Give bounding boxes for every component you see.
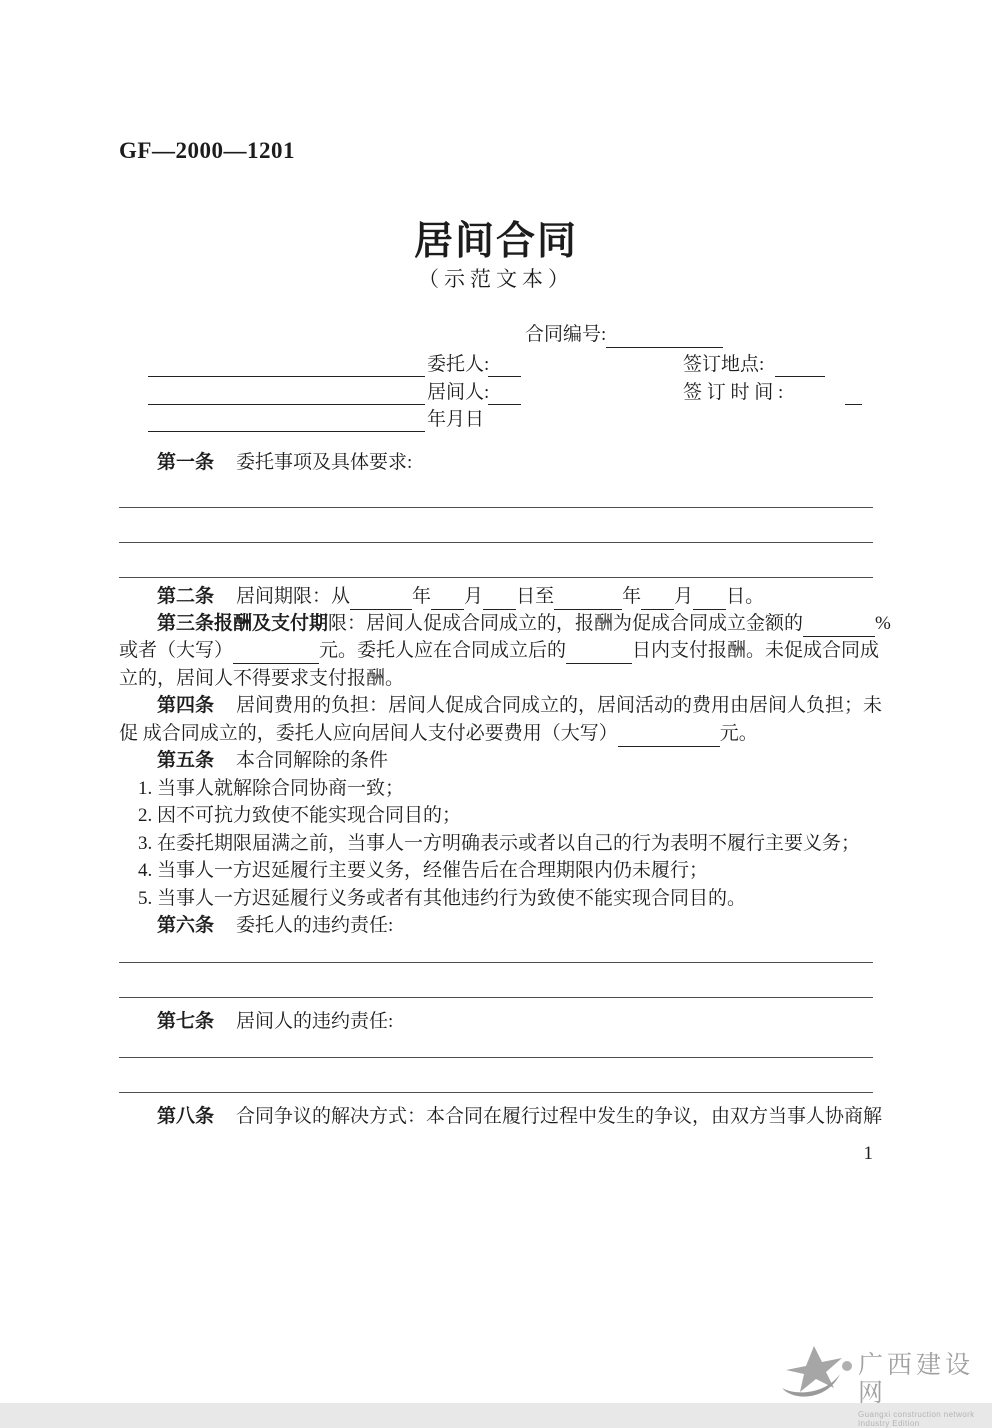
article-5-item — [138, 831, 860, 857]
star-logo-icon — [776, 1344, 852, 1405]
page-subtitle: （示范文本） — [418, 267, 574, 291]
article-4-num: 第四条 — [157, 695, 215, 716]
article-4-line-2 — [119, 721, 758, 747]
month-blank — [641, 585, 674, 610]
article-3-num: 第三条报酬及支付期 — [157, 613, 329, 634]
article-7 — [157, 1009, 873, 1035]
year-blank — [350, 585, 412, 610]
intermediary-line — [148, 380, 425, 405]
article-2 — [157, 584, 764, 610]
article-4-line-1 — [157, 693, 882, 719]
percent-blank — [803, 612, 875, 637]
intermediary-blank — [488, 380, 521, 405]
article-5-num: 第五条 — [157, 750, 215, 771]
article-6-num: 第六条 — [157, 915, 215, 936]
amount-blank — [233, 639, 319, 664]
article-2-text: 居间期限：从 — [236, 586, 351, 607]
page-number: 1 — [863, 1143, 873, 1164]
ruled-line — [119, 542, 873, 543]
article-5-item-text: 1. 当事人就解除合同协商一致； — [138, 778, 405, 799]
article-5-item-text: 3. 在委托期限届满之前，当事人一方明确表示或者以自己的行为表明不履行主要义务； — [138, 833, 861, 854]
article-5-item — [138, 858, 708, 884]
watermark-en: Guangxi construction network Industry Edition — [858, 1410, 975, 1428]
date-label: 年月日 — [427, 409, 485, 430]
article-4-text: 促 成合同成立的，委托人应向居间人支付必要费用（大写） — [119, 723, 618, 744]
article-2-num: 第二条 — [157, 586, 215, 607]
article-5-item-text: 5. 当事人一方迟延履行义务或者有其他违约行为致使不能实现合同目的。 — [138, 888, 747, 909]
article-2-text: 年 — [412, 586, 432, 607]
article-3-text: 立的，居间人不得要求支付报酬。 — [119, 668, 405, 689]
ruled-line — [119, 1092, 873, 1093]
article-3-text: % — [875, 613, 891, 634]
article-3-text: 日内支付报酬。未促成合同成 — [632, 640, 880, 661]
days-blank — [566, 639, 632, 664]
article-4-text: 元。 — [719, 723, 758, 744]
article-7-title: 居间人的违约责任: — [236, 1011, 394, 1032]
watermark — [776, 1344, 992, 1428]
day-blank — [693, 585, 726, 610]
doc-code: GF—2000—1201 — [119, 138, 295, 163]
article-5-item-text: 4. 当事人一方迟延履行主要义务，经催告后在合理期限内仍未履行； — [138, 860, 709, 881]
fee-amount-blank — [618, 722, 720, 747]
article-3-text: 限：居间人促成合同成立的，报酬为促成合同成立金额的 — [328, 613, 804, 634]
article-6 — [157, 913, 873, 939]
article-3-line-2 — [119, 638, 879, 664]
article-2-text: 月 — [464, 586, 484, 607]
article-7-num: 第七条 — [157, 1011, 215, 1032]
article-5-item — [138, 886, 746, 912]
sign-time-label: 签 订 时 间 : — [683, 382, 784, 403]
contract-no-row — [525, 322, 723, 348]
watermark-cn: 广西建设网 — [858, 1352, 975, 1407]
entrustor-label: 委托人: — [427, 354, 490, 375]
intermediary-label: 居间人: — [427, 382, 490, 403]
article-8-num: 第八条 — [157, 1106, 215, 1127]
article-8-text: 合同争议的解决方式：本合同在履行过程中发生的争议，由双方当事人协商解 — [236, 1106, 883, 1127]
ruled-line — [119, 997, 873, 998]
article-2-text: 年 — [622, 586, 642, 607]
article-4-text: 居间费用的负担：居间人促成合同成立的，居间活动的费用由居间人负担；未 — [236, 695, 883, 716]
month-blank — [431, 585, 464, 610]
watermark-text-block — [858, 1352, 992, 1428]
year-blank — [554, 585, 622, 610]
article-5 — [157, 748, 388, 774]
ruled-line — [119, 577, 873, 578]
article-5-item-text: 2. 因不可抗力致使不能实现合同目的； — [138, 805, 462, 826]
sign-time-blank — [845, 380, 862, 405]
article-1-title: 委托事项及具体要求: — [236, 452, 413, 473]
ruled-line — [119, 1057, 873, 1058]
sign-place-label: 签订地点: — [683, 354, 765, 375]
contract-no-label: 合同编号: — [525, 324, 607, 345]
article-3-line-3 — [119, 666, 404, 692]
article-2-text: 日。 — [726, 586, 765, 607]
entrustor-blank — [488, 352, 521, 377]
sign-place-blank — [775, 352, 825, 377]
article-3-line-1 — [157, 611, 891, 637]
article-2-text: 月 — [674, 586, 694, 607]
article-6-title: 委托人的违约责任: — [236, 915, 394, 936]
article-5-item — [138, 803, 461, 829]
entrustor-line — [148, 352, 425, 377]
article-5-title: 本合同解除的条件 — [236, 750, 389, 771]
article-3-text: 或者（大写） — [119, 640, 234, 661]
day-blank — [483, 585, 516, 610]
article-2-text: 日至 — [516, 586, 555, 607]
article-1-num: 第一条 — [157, 452, 215, 473]
article-3-text: 元。委托人应在合同成立后的 — [319, 640, 567, 661]
article-8 — [157, 1104, 882, 1130]
article-5-item — [138, 776, 404, 802]
article-1 — [157, 450, 873, 476]
contract-no-blank — [606, 323, 723, 348]
ruled-line — [119, 507, 873, 508]
page-title: 居间合同 — [413, 220, 578, 263]
date-line — [148, 407, 425, 432]
ruled-line — [119, 962, 873, 963]
